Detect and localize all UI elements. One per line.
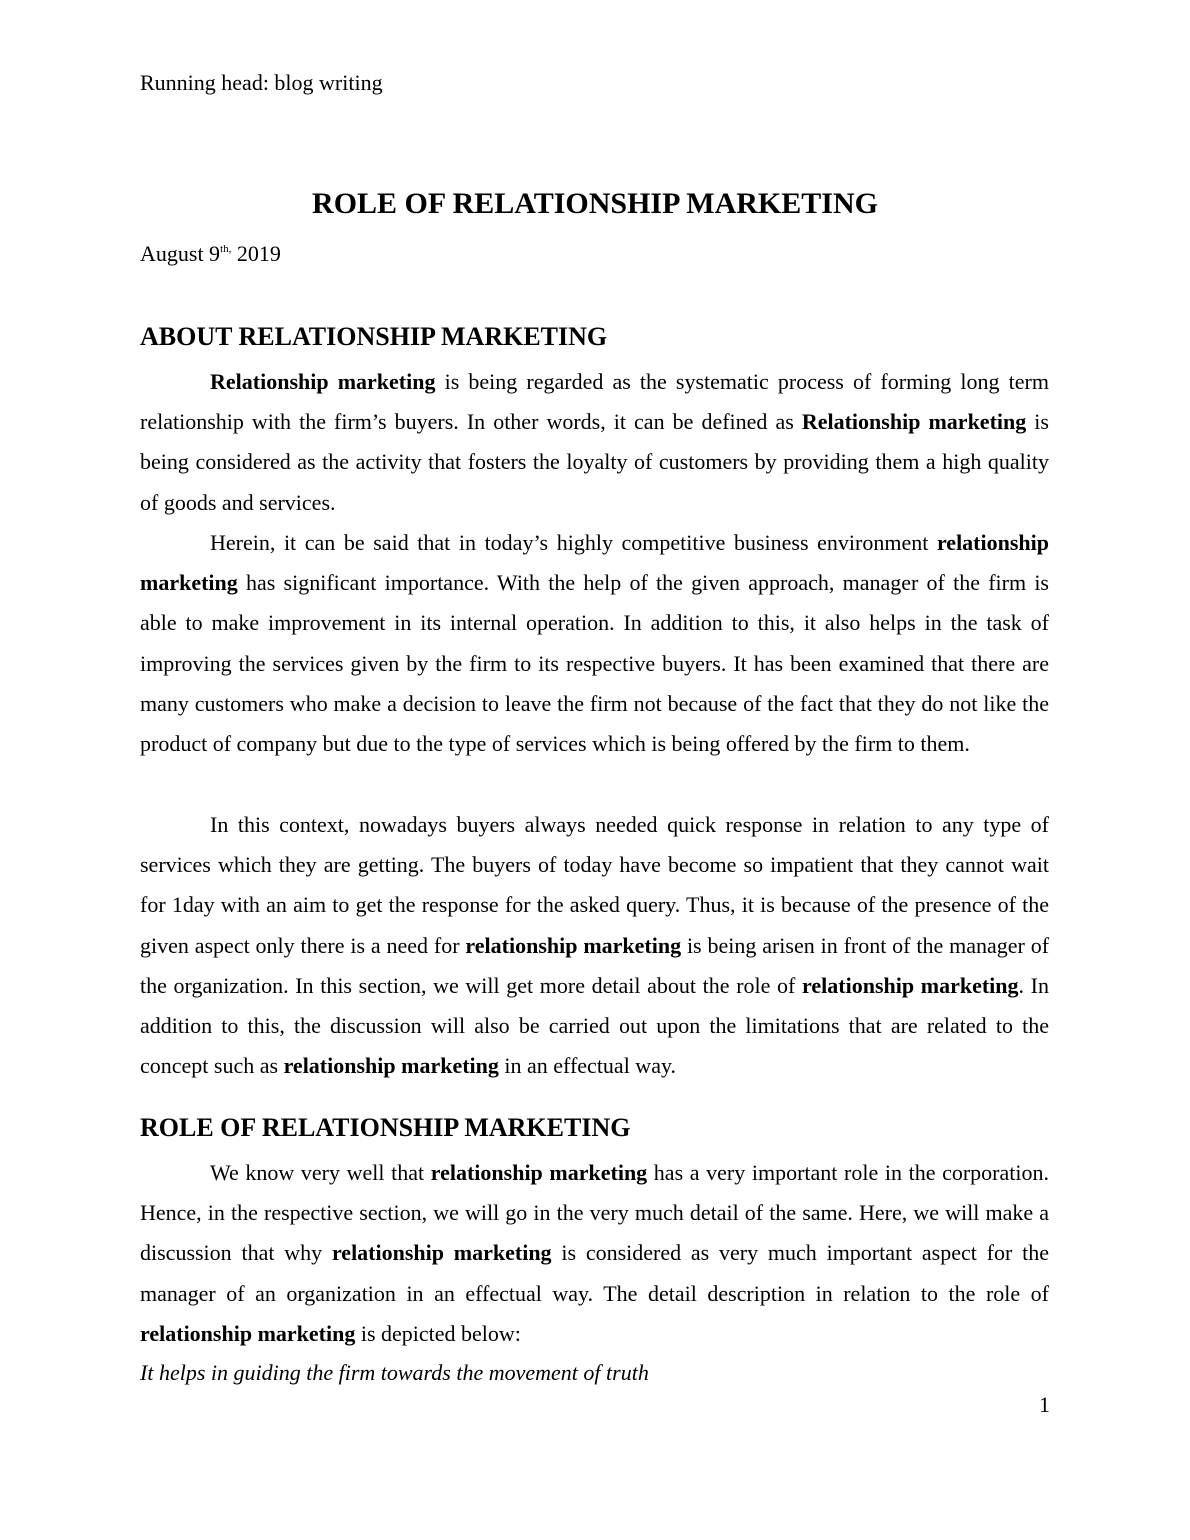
running-head: Running head: blog writing bbox=[140, 70, 383, 95]
bold-term: relationship marketing bbox=[283, 1053, 499, 1079]
paragraph bbox=[140, 1153, 1049, 1354]
bold-term: relationship marketing bbox=[802, 972, 1019, 998]
date-ordinal-suffix: th, bbox=[220, 243, 232, 255]
paragraph bbox=[140, 805, 1049, 1086]
italic-subheading: It helps in guiding the firm towards the movement of truth bbox=[140, 1360, 649, 1385]
bold-term: relationship marketing bbox=[430, 1160, 648, 1185]
bold-term: Relationship marketing bbox=[210, 369, 436, 394]
paragraph-text: We know very well that bbox=[210, 1160, 431, 1185]
bold-term: Relationship marketing bbox=[801, 409, 1027, 435]
paragraph-text: . In addition to this, the discussion will also be carried out upon the limitations that are related to the concept such as bbox=[140, 972, 1050, 1079]
bold-term: relationship marketing bbox=[140, 1320, 356, 1346]
date-month-day: August 9 bbox=[140, 241, 221, 266]
bold-term: relationship marketing bbox=[465, 932, 682, 958]
paragraph-text: has significant importance. With the help of the given approach, manager of the firm is able to make improvement in its internal operation. In addition to this, it also helps in the task of improving the services given by the firm to its respective buyers. It has been examined that there are many customers who make a decision to leave the firm not because of the fact that they do not like the product of company but due to the type of services which is being offered by the firm to them. bbox=[140, 570, 1049, 757]
page-number: 1 bbox=[1039, 1392, 1050, 1417]
paragraph-text: is being considered as the activity that fosters the loyalty of customers by providing them a high quality of goods and services. bbox=[140, 409, 1049, 515]
paragraph-text: is considered as very much important aspect for the manager of an organization in an effectual way. The detail description in relation to the role of bbox=[140, 1240, 1049, 1306]
section-heading-about: ABOUT RELATIONSHIP MARKETING bbox=[140, 322, 608, 351]
paragraph-text: is being regarded as the systematic process of forming long term relationship with the firm’s buyers. In other words, it can be defined as bbox=[140, 369, 1049, 435]
paragraph bbox=[140, 362, 1049, 523]
paragraph-text: is depicted below: bbox=[355, 1320, 521, 1346]
paragraph-text: In this context, nowadays buyers always needed quick response in relation to any type of services which they are getting. The buyers of today have become so impatient that they cannot wait for 1day with an aim to get the response for the asked query. Thus, it is because of the presence of the given aspect only there is a need for bbox=[140, 812, 1049, 958]
paragraph-text: Herein, it can be said that in today’s highly competitive business environment bbox=[210, 530, 937, 555]
document-date bbox=[140, 241, 281, 267]
bold-term: relationship marketing bbox=[140, 530, 1049, 596]
date-year: 2019 bbox=[231, 241, 281, 266]
bold-term: relationship marketing bbox=[331, 1240, 552, 1266]
paragraph-text: has a very important role in the corporation. Hence, in the respective section, we will go in the very much detail of the same. Here, we will make a discussion that why bbox=[140, 1160, 1049, 1266]
paragraph-text: in an effectual way. bbox=[498, 1053, 677, 1079]
paragraph-text: is being arisen in front of the manager of the organization. In this section, we will get more detail about the role of bbox=[140, 932, 1050, 998]
document-title: ROLE OF RELATIONSHIP MARKETING bbox=[312, 187, 878, 220]
paragraph bbox=[140, 523, 1049, 764]
section-heading-role: ROLE OF RELATIONSHIP MARKETING bbox=[140, 1113, 631, 1142]
